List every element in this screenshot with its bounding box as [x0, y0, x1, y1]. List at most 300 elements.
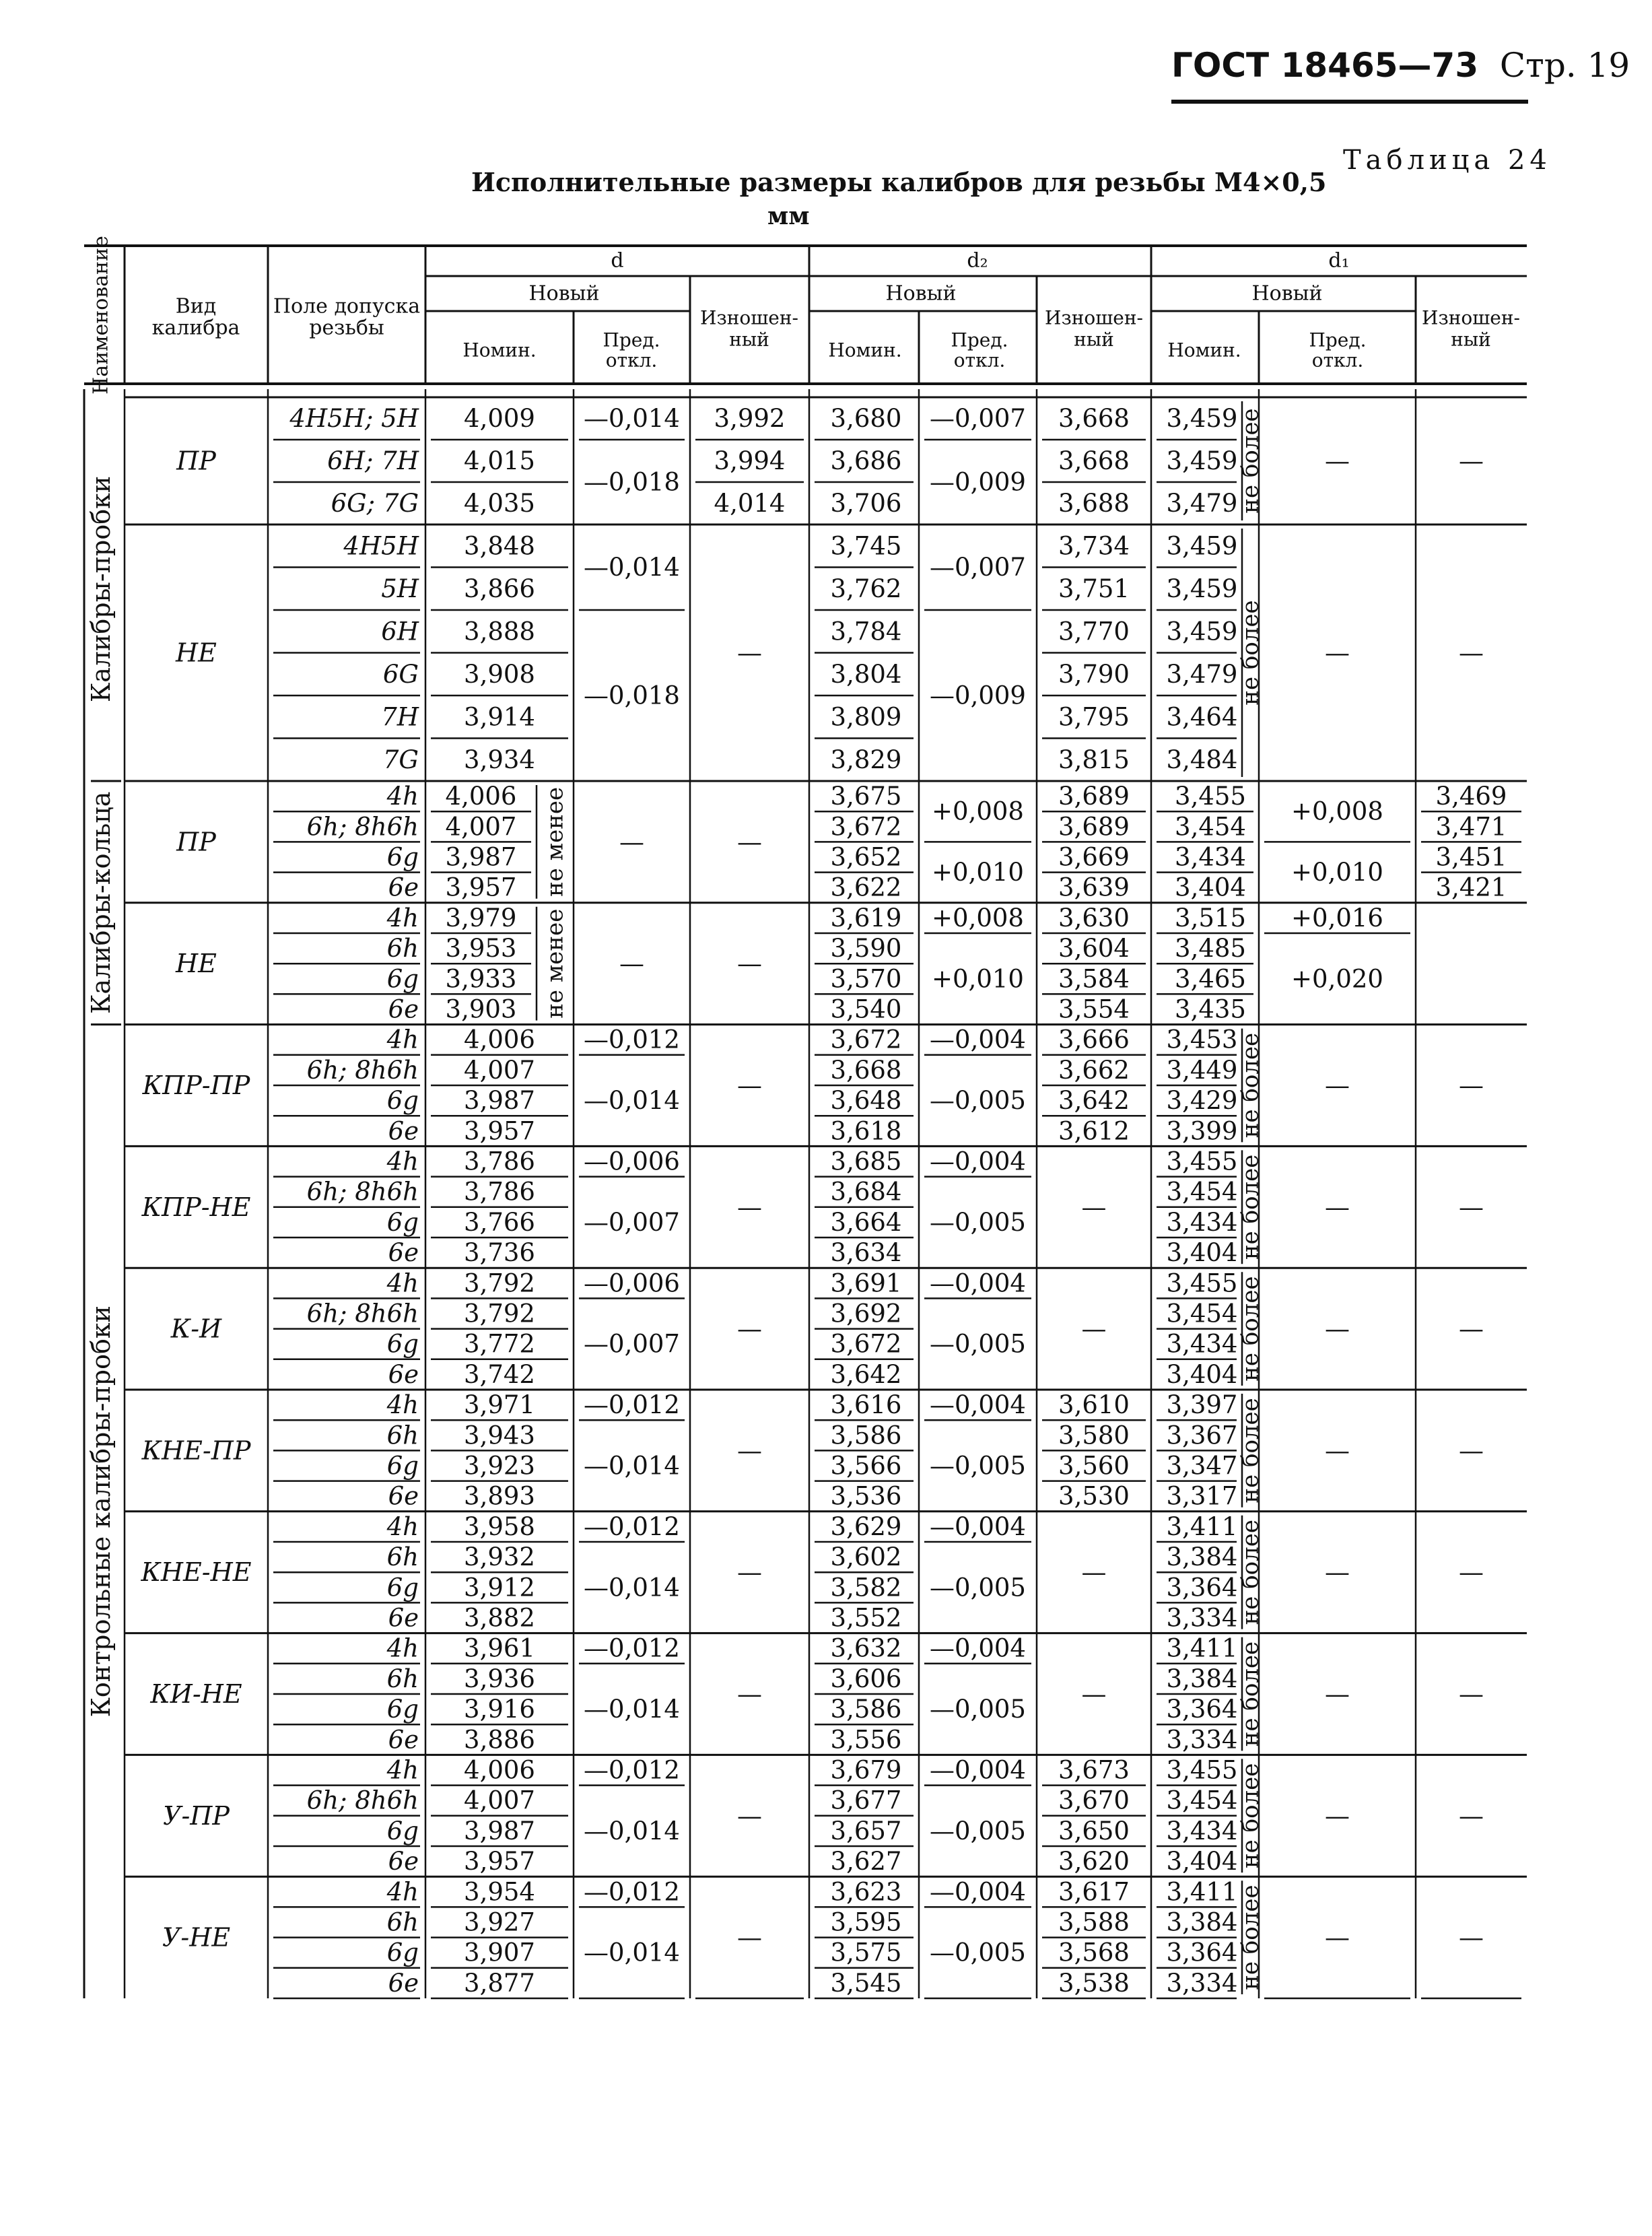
d2-nominal: 3,672	[830, 1329, 902, 1359]
d1-worn: 3,421	[1435, 873, 1507, 902]
d-worn: —	[737, 638, 762, 667]
d1-nominal: 3,434	[1166, 1207, 1238, 1237]
tolerance-field: 4h	[386, 1268, 419, 1298]
d-nominal: 3,912	[464, 1573, 535, 1602]
d1-worn: —	[1459, 446, 1484, 475]
tolerance-field: 7H	[381, 702, 419, 732]
d2-nominal: 3,595	[830, 1907, 902, 1937]
d-nominal: 3,987	[464, 1816, 535, 1845]
d-worn: 3,992	[714, 404, 786, 433]
not-more-note: не более	[1237, 1763, 1264, 1868]
d-deviation: —0,012	[584, 1025, 680, 1054]
d-nominal: 3,893	[464, 1481, 535, 1511]
header-tol-d1: откл.	[1311, 349, 1364, 372]
tolerance-field: 4h	[386, 1755, 419, 1785]
not-more-note: не более	[1237, 1520, 1264, 1625]
d2-nominal: 3,809	[830, 702, 902, 732]
d-deviation: —0,012	[584, 1755, 680, 1785]
unit-label: мм	[767, 202, 810, 230]
d-deviation: —0,007	[584, 1329, 680, 1359]
d1-nominal: 3,429	[1166, 1086, 1238, 1116]
header-nom-d1: Номин.	[1167, 339, 1241, 362]
d1-nominal: 3,384	[1166, 1664, 1238, 1693]
d1-nominal: 3,317	[1166, 1481, 1238, 1511]
d1-nominal: 3,455	[1166, 1755, 1238, 1785]
d-nominal: 3,766	[464, 1207, 535, 1237]
d2-nominal: 3,623	[830, 1877, 902, 1907]
d1-deviation: —	[1325, 1923, 1350, 1953]
gauge-kind-name: У-ПР	[162, 1800, 230, 1831]
d2-nominal: 3,648	[830, 1086, 902, 1116]
not-more-note: не более	[1237, 408, 1264, 514]
d2-nominal: 3,686	[830, 446, 902, 475]
d1-worn: —	[1459, 638, 1484, 667]
d2-worn: 3,650	[1058, 1816, 1130, 1845]
d2-worn: 3,617	[1058, 1877, 1130, 1907]
gauge-kind-name: КНЕ-НЕ	[141, 1557, 252, 1588]
d1-nominal: 3,364	[1166, 1573, 1238, 1602]
d1-nominal: 3,404	[1166, 1359, 1238, 1389]
d2-nominal: 3,552	[830, 1603, 902, 1633]
d2-nominal: 3,677	[830, 1786, 902, 1815]
d1-nominal: 3,434	[1175, 842, 1246, 872]
d1-nominal: 3,411	[1166, 1633, 1238, 1663]
tolerance-field: 6H; 7H	[327, 446, 419, 475]
header-field: Поле допуска	[273, 294, 421, 318]
d1-deviation: —	[1325, 1192, 1350, 1222]
d-nominal: 3,914	[464, 702, 535, 732]
d-nominal: 3,736	[464, 1238, 535, 1268]
d2-worn: 3,560	[1058, 1451, 1130, 1481]
d1-nominal: 3,479	[1166, 489, 1238, 518]
tolerance-field: 6g	[386, 1695, 419, 1724]
d1-worn: —	[1459, 1071, 1484, 1100]
d1-worn: —	[1459, 1314, 1484, 1344]
d1-worn: 3,471	[1435, 812, 1507, 842]
d1-nominal: 3,404	[1166, 1847, 1238, 1876]
header-tol-d2: Пред.	[951, 329, 1008, 351]
d2-deviation: —0,004	[930, 1147, 1026, 1176]
d2-worn: 3,815	[1058, 745, 1130, 774]
d1-deviation: +0,008	[1291, 797, 1383, 826]
header-worn-d2: ный	[1074, 328, 1114, 351]
d-nominal: 4,007	[464, 1786, 535, 1815]
d2-worn: 3,689	[1058, 812, 1130, 842]
d2-nominal: 3,602	[830, 1543, 902, 1572]
d2-deviation: —0,004	[930, 1512, 1026, 1541]
d2-worn: 3,620	[1058, 1847, 1130, 1876]
d2-worn: 3,790	[1058, 659, 1130, 689]
not-more-note: не более	[1237, 600, 1264, 706]
d1-worn: —	[1459, 1801, 1484, 1831]
d2-nominal: 3,634	[830, 1238, 902, 1268]
d2-worn: 3,668	[1058, 446, 1130, 475]
d2-nominal: 3,622	[830, 873, 902, 902]
d1-worn: —	[1459, 1435, 1484, 1465]
header-nom-d2: Номин.	[828, 339, 902, 362]
d2-nominal: 3,685	[830, 1147, 902, 1176]
d1-nominal: 3,484	[1166, 745, 1238, 774]
d2-nominal: 3,706	[830, 489, 902, 518]
group-label: Контрольные калибры-пробки	[86, 1306, 116, 1718]
d2-worn: 3,669	[1058, 842, 1130, 872]
tolerance-field: 4h	[386, 1877, 419, 1907]
d-nominal: 3,742	[464, 1359, 535, 1389]
d1-nominal: 3,435	[1175, 994, 1246, 1024]
d2-deviation: —0,009	[930, 467, 1026, 497]
d1-nominal: 3,459	[1166, 404, 1238, 433]
d1-nominal: 3,454	[1166, 1299, 1238, 1328]
d2-worn: 3,630	[1058, 903, 1130, 933]
tolerance-field: 6H	[381, 617, 419, 646]
d-nominal: 3,961	[464, 1633, 535, 1663]
d-nominal: 3,971	[464, 1390, 535, 1420]
header-kind: калибра	[151, 316, 240, 340]
header-worn-d: Изношен-	[700, 306, 798, 329]
not-less-note: не менее	[541, 908, 569, 1019]
d1-deviation: +0,020	[1291, 964, 1383, 994]
tolerance-field: 4h	[386, 1390, 419, 1420]
d2-worn: 3,604	[1058, 934, 1130, 963]
tolerance-field: 6e	[388, 1603, 419, 1633]
gauge-kind-name: КПР-НЕ	[141, 1192, 251, 1222]
d2-nominal: 3,745	[830, 531, 902, 561]
d2-worn: 3,530	[1058, 1481, 1130, 1511]
header-d: d	[611, 248, 624, 273]
d2-deviation: —0,005	[930, 1816, 1026, 1845]
d2-worn: 3,639	[1058, 873, 1130, 902]
d2-worn: 3,642	[1058, 1086, 1130, 1116]
d2-nominal: 3,619	[830, 903, 902, 933]
header-field: резьбы	[309, 316, 384, 340]
d1-nominal: 3,434	[1166, 1816, 1238, 1845]
d1-nominal: 3,397	[1166, 1390, 1238, 1420]
d-nominal: 4,006	[464, 1025, 535, 1054]
tolerance-field: 6e	[388, 1359, 419, 1389]
d2-worn: 3,770	[1058, 617, 1130, 646]
d-nominal: 3,954	[464, 1877, 535, 1907]
tolerance-field: 6e	[388, 1968, 419, 1998]
header-tol-d: Пред.	[603, 329, 660, 351]
d1-nominal: 3,364	[1166, 1695, 1238, 1724]
d-deviation: —0,012	[584, 1512, 680, 1541]
d1-deviation: —	[1325, 1801, 1350, 1831]
tolerance-field: 4h	[386, 782, 419, 811]
d1-nominal: 3,454	[1175, 812, 1246, 842]
header-tol-d2: откл.	[953, 349, 1006, 372]
d1-nominal: 3,384	[1166, 1543, 1238, 1572]
tolerance-field: 6e	[388, 873, 419, 902]
d-worn: —	[737, 1071, 762, 1100]
d1-nominal: 3,411	[1166, 1877, 1238, 1907]
tolerance-field: 6h; 8h6h	[306, 812, 419, 842]
d1-nominal: 3,485	[1175, 934, 1246, 963]
d1-deviation: —	[1325, 1071, 1350, 1100]
tolerance-field: 6g	[386, 1207, 419, 1237]
d-deviation: —0,006	[584, 1147, 680, 1176]
d2-worn: 3,568	[1058, 1938, 1130, 1967]
gauge-kind-name: ПР	[176, 446, 216, 476]
header-new: Новый	[885, 281, 957, 306]
d2-deviation: +0,010	[932, 964, 1024, 994]
not-more-note: не более	[1237, 1641, 1264, 1747]
header-new: Новый	[528, 281, 600, 306]
d2-worn: 3,734	[1058, 531, 1130, 561]
d1-nominal: 3,454	[1166, 1177, 1238, 1207]
tolerance-field: 6h	[386, 934, 419, 963]
d-deviation: —0,014	[584, 1695, 680, 1724]
d-worn: 4,014	[714, 489, 786, 518]
d-nominal: 3,932	[464, 1543, 535, 1572]
tolerance-field: 6g	[386, 842, 419, 872]
d2-worn: 3,689	[1058, 782, 1130, 811]
d2-worn: —	[1081, 1314, 1107, 1344]
tolerance-field: 6e	[388, 1116, 419, 1146]
d-nominal: 3,957	[464, 1847, 535, 1876]
page-number: Стр. 19	[1499, 46, 1630, 85]
tolerance-field: 6G	[382, 659, 419, 689]
tolerance-field: 6g	[386, 1329, 419, 1359]
header-worn-d2: Изношен-	[1045, 306, 1143, 329]
d1-deviation: +0,016	[1291, 903, 1383, 933]
header-worn-d: ный	[729, 328, 769, 351]
d-deviation: —0,014	[584, 553, 680, 582]
d2-deviation: —0,004	[930, 1877, 1026, 1907]
d-deviation: —0,014	[584, 1816, 680, 1845]
d1-nominal: 3,459	[1166, 446, 1238, 475]
tolerance-field: 6h; 8h6h	[306, 1177, 419, 1207]
d1-nominal: 3,455	[1166, 1147, 1238, 1176]
d-worn: —	[737, 949, 762, 978]
tolerance-field: 6g	[386, 1816, 419, 1845]
d-nominal: 3,908	[464, 659, 535, 689]
d-nominal: 3,877	[464, 1968, 535, 1998]
d-deviation: —0,018	[584, 681, 680, 710]
tolerance-field: 6h	[386, 1543, 419, 1572]
d-nominal: 3,786	[464, 1177, 535, 1207]
tolerance-field: 6e	[388, 1725, 419, 1755]
header-tol-d1: Пред.	[1309, 329, 1367, 351]
tolerance-field: 6h; 8h6h	[306, 1299, 419, 1328]
d-nominal: 3,866	[464, 574, 535, 603]
d-worn: —	[737, 1801, 762, 1831]
d-worn: —	[737, 1557, 762, 1587]
d2-nominal: 3,664	[830, 1207, 902, 1237]
group-label: Калибры-пробки	[86, 475, 116, 703]
tolerance-field: 6h; 8h6h	[306, 1055, 419, 1085]
d1-nominal: 3,454	[1166, 1786, 1238, 1815]
d-nominal: 3,907	[464, 1938, 535, 1967]
d2-nominal: 3,606	[830, 1664, 902, 1693]
d-deviation: —0,012	[584, 1390, 680, 1420]
d-deviation: —0,012	[584, 1877, 680, 1907]
d-nominal: 3,927	[464, 1907, 535, 1937]
d2-worn: —	[1081, 1679, 1107, 1709]
header-worn-d1: ный	[1451, 328, 1491, 351]
d-nominal: 3,958	[464, 1512, 535, 1541]
not-more-note: не более	[1237, 1032, 1264, 1139]
d-nominal: 3,957	[464, 1116, 535, 1146]
d2-deviation: +0,008	[932, 903, 1024, 933]
d-deviation: —0,014	[584, 1938, 680, 1967]
d2-deviation: +0,008	[932, 797, 1024, 826]
d2-nominal: 3,675	[830, 782, 902, 811]
d-deviation: —0,007	[584, 1207, 680, 1237]
header-kind: Вид	[175, 294, 217, 318]
d2-nominal: 3,762	[830, 574, 902, 603]
d-nominal: 4,035	[464, 489, 535, 518]
d2-worn: 3,666	[1058, 1025, 1130, 1054]
d1-nominal: 3,367	[1166, 1421, 1238, 1450]
d1-deviation: —	[1325, 1314, 1350, 1344]
d2-nominal: 3,652	[830, 842, 902, 872]
d-nominal: 4,006	[464, 1755, 535, 1785]
d2-worn: 3,662	[1058, 1055, 1130, 1085]
d2-nominal: 3,540	[830, 994, 902, 1024]
header-d1: d₁	[1328, 248, 1350, 273]
d1-nominal: 3,404	[1175, 873, 1246, 902]
d2-deviation: —0,004	[930, 1025, 1026, 1054]
not-more-note: не более	[1237, 1885, 1264, 1990]
d2-deviation: —0,005	[930, 1695, 1026, 1724]
d-deviation: —0,014	[584, 1573, 680, 1602]
d1-nominal: 3,334	[1166, 1968, 1238, 1998]
d-nominal: 3,916	[464, 1695, 535, 1724]
d2-deviation: —0,005	[930, 1086, 1026, 1116]
tolerance-field: 4H5H; 5H	[289, 404, 419, 433]
d1-nominal: 3,455	[1166, 1268, 1238, 1298]
d2-deviation: —0,004	[930, 1268, 1026, 1298]
d2-nominal: 3,657	[830, 1816, 902, 1845]
d1-worn: 3,469	[1435, 782, 1507, 811]
tolerance-field: 6h; 8h6h	[306, 1786, 419, 1815]
d2-nominal: 3,627	[830, 1847, 902, 1876]
d-worn: —	[737, 1314, 762, 1344]
d1-nominal: 3,465	[1175, 964, 1246, 994]
d-nominal: 3,772	[464, 1329, 535, 1359]
gauge-kind-name: ПР	[176, 827, 216, 857]
d-deviation: —0,014	[584, 1451, 680, 1481]
tolerance-field: 5H	[381, 574, 419, 603]
tolerance-field: 4h	[386, 903, 419, 933]
d2-nominal: 3,586	[830, 1695, 902, 1724]
d1-deviation: —	[1325, 446, 1350, 475]
d2-nominal: 3,692	[830, 1299, 902, 1328]
d-deviation: —0,012	[584, 1633, 680, 1663]
d2-nominal: 3,590	[830, 934, 902, 963]
d-worn: —	[737, 1192, 762, 1222]
d-nominal: 4,006	[445, 782, 517, 811]
d1-worn: —	[1459, 1557, 1484, 1587]
d1-worn: —	[1459, 1679, 1484, 1709]
d1-nominal: 3,347	[1166, 1451, 1238, 1481]
tolerance-field: 6e	[388, 1847, 419, 1876]
d2-nominal: 3,545	[830, 1968, 902, 1998]
tolerance-field: 6g	[386, 1086, 419, 1116]
d2-nominal: 3,672	[830, 812, 902, 842]
d2-deviation: —0,004	[930, 1755, 1026, 1785]
d-nominal: 3,943	[464, 1421, 535, 1450]
d2-nominal: 3,680	[830, 404, 902, 433]
d1-nominal: 3,434	[1166, 1329, 1238, 1359]
d1-nominal: 3,453	[1166, 1025, 1238, 1054]
tolerance-field: 6e	[388, 994, 419, 1024]
tolerance-field: 4h	[386, 1025, 419, 1054]
d2-worn: 3,580	[1058, 1421, 1130, 1450]
d1-worn: —	[1459, 1923, 1484, 1953]
d-nominal: 3,848	[464, 531, 535, 561]
d2-nominal: 3,536	[830, 1481, 902, 1511]
d2-deviation: —0,007	[930, 404, 1026, 433]
header-worn-d1: Изношен-	[1422, 306, 1520, 329]
d2-nominal: 3,632	[830, 1633, 902, 1663]
gauge-kind-name: НЕ	[176, 949, 217, 979]
d-deviation: —	[619, 949, 644, 978]
d2-deviation: —0,009	[930, 681, 1026, 710]
gost-number: ГОСТ 18465—73	[1171, 46, 1479, 85]
not-more-note: не более	[1237, 1398, 1264, 1503]
d1-nominal: 3,384	[1166, 1907, 1238, 1937]
d1-deviation: —	[1325, 638, 1350, 667]
d2-nominal: 3,575	[830, 1938, 902, 1967]
d-worn: —	[737, 827, 762, 856]
d2-nominal: 3,672	[830, 1025, 902, 1054]
tolerance-field: 7G	[382, 745, 419, 774]
d-deviation: —	[619, 827, 644, 856]
tolerance-field: 6h	[386, 1664, 419, 1693]
d1-nominal: 3,364	[1166, 1938, 1238, 1967]
d2-nominal: 3,616	[830, 1390, 902, 1420]
d-nominal: 4,009	[464, 404, 535, 433]
d2-deviation: —0,005	[930, 1329, 1026, 1359]
d2-nominal: 3,668	[830, 1055, 902, 1085]
gauge-kind-name: НЕ	[176, 638, 217, 668]
table-label: Таблица 24	[1343, 145, 1552, 176]
d2-worn: —	[1081, 1557, 1107, 1587]
d1-nominal: 3,399	[1166, 1116, 1238, 1146]
d1-nominal: 3,459	[1166, 574, 1238, 603]
d1-nominal: 3,459	[1166, 617, 1238, 646]
d1-deviation: +0,010	[1291, 858, 1383, 887]
d1-nominal: 3,515	[1175, 903, 1246, 933]
d-nominal: 3,903	[445, 994, 517, 1024]
d-nominal: 3,957	[445, 873, 517, 902]
header-name: Наименование	[89, 236, 113, 395]
d2-deviation: —0,005	[930, 1207, 1026, 1237]
tolerance-field: 4h	[386, 1512, 419, 1541]
d2-deviation: —0,004	[930, 1633, 1026, 1663]
group-label: Калибры-кольца	[86, 791, 116, 1014]
d-deviation: —0,018	[584, 467, 680, 497]
d2-deviation: —0,004	[930, 1390, 1026, 1420]
table-title: Исполнительные размеры калибров для резьбы M4×0,5	[471, 167, 1327, 197]
gauge-kind-name: У-НЕ	[162, 1922, 231, 1953]
d-worn: —	[737, 1679, 762, 1709]
gauge-kind-name: КИ-НЕ	[150, 1679, 242, 1709]
d2-worn: 3,554	[1058, 994, 1130, 1024]
d-deviation: —0,014	[584, 1086, 680, 1116]
d-nominal: 3,888	[464, 617, 535, 646]
d-worn: 3,994	[714, 446, 786, 475]
d2-worn: —	[1081, 1192, 1107, 1222]
d2-nominal: 3,804	[830, 659, 902, 689]
header-nom-d: Номин.	[462, 339, 537, 362]
d2-worn: 3,673	[1058, 1755, 1130, 1785]
tolerance-field: 6h	[386, 1907, 419, 1937]
d2-nominal: 3,629	[830, 1512, 902, 1541]
d2-nominal: 3,691	[830, 1268, 902, 1298]
d1-deviation: —	[1325, 1679, 1350, 1709]
